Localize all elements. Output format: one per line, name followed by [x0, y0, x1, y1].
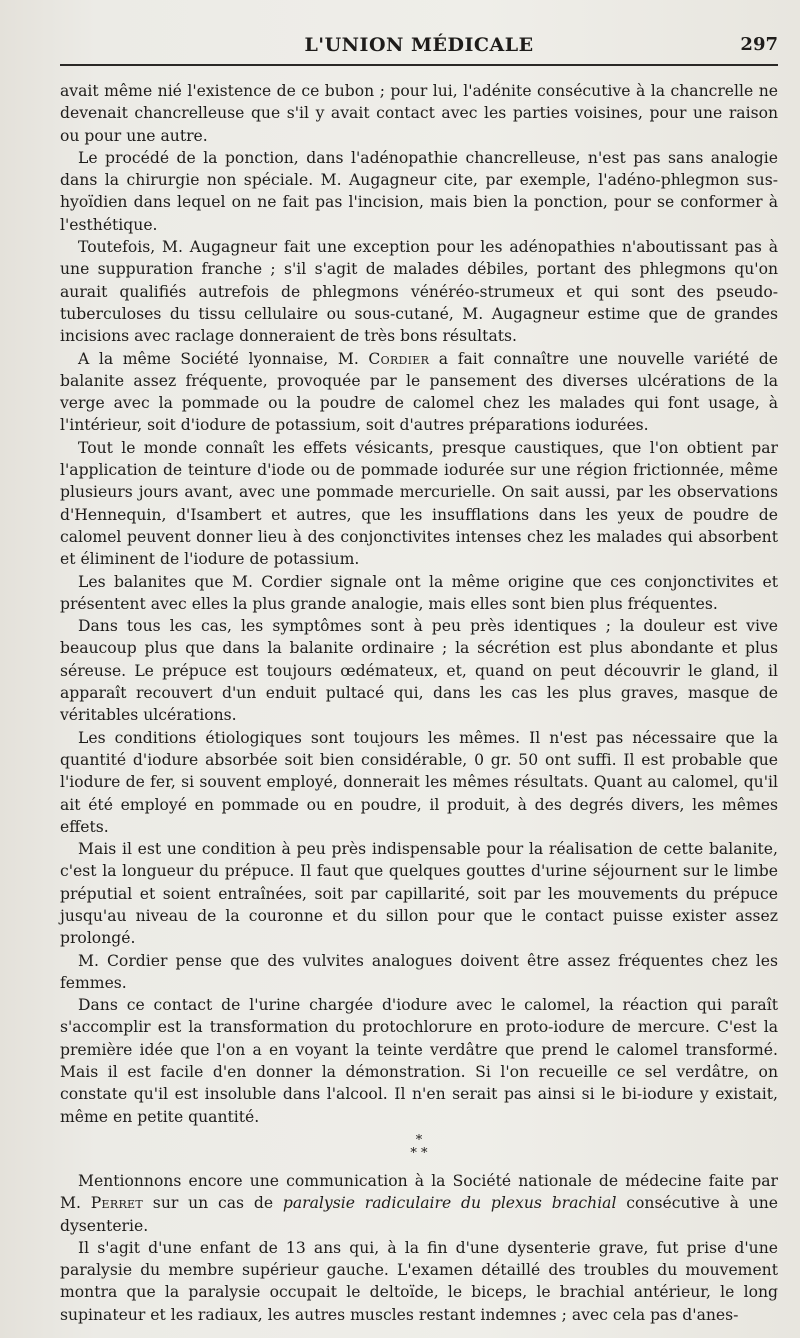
article-body	[60, 80, 778, 1326]
journal-title: L'UNION MÉDICALE	[304, 34, 534, 56]
paragraph-exception: Toutefois, M. Augagneur fait une exception pour les adénopathies n'aboutissant pas à une suppuration franche ; s'il s'agit de malades débiles, portant des phlegmons qu'on aurait qualifiés autrefois de phlegmons vénéréo-strumeux et qui sont des pseudo-tuberculoses du tissu cellulaire ou sous-cutané, M. Augagneur estime que de grandes incisions avec raclage donneraient de très bons résultats.	[60, 238, 778, 346]
separator-top: *	[415, 1132, 423, 1148]
paragraph-symptomes: Dans tous les cas, les symptômes sont à peu près identiques ; la douleur est vive beaucoup plus que dans la balanite ordinaire ; la sécrétion est plus abondante et plus séreuse. Le prépuce est toujours œdémateux, et, quand on peut découvrir le gland, il apparaît recouvert d'un enduit pultacé qui, dans les cas les plus graves, masque de véritables ulcérations.	[60, 617, 778, 725]
cordier-text-before: A la même Société lyonnaise, M.	[78, 349, 369, 368]
author-name-perret: Perret	[90, 1194, 143, 1213]
paragraph-cordier	[60, 348, 778, 437]
paragraph-case: Il s'agit d'une enfant de 13 ans qui, à la fin d'une dysenterie grave, fut prise d'une paralysie du membre supérieur gauche. L'examen détaillé des troubles du mouvement montra que la paralysie occupait le deltoïde, le biceps, le brachial antérieur, le long supinateur et les radiaux, les autres muscles restant indemnes ; avec cela pas d'anes-	[60, 1238, 778, 1324]
separator-bottom: * *	[410, 1145, 428, 1161]
paragraph-balanites: Les balanites que M. Cordier signale ont la même origine que ces conjonctivites et présentent avec elles la plus grande analogie, mais elles sont bien plus fréquentes.	[60, 572, 778, 613]
section-separator	[60, 1134, 778, 1160]
perret-italic-title: paralysie radiculaire du plexus brachial	[282, 1194, 617, 1213]
paragraph-vulvites: M. Cordier pense que des vulvites analogues doivent être assez fréquentes chez les femmes.	[60, 951, 778, 992]
paragraph-effets: Tout le monde connaît les effets vésicants, presque caustiques, que l'on obtient par l'application de teinture d'iode ou de pommade iodurée sur une région frictionnée, même plusieurs jours avant, avec une pommade mercurielle. On sait aussi, par les observations d'Hennequin, d'Isambert et autres, que les insufflations dans les yeux de poudre de calomel peuvent donner lieu à des conjonctivites intenses chez les malades qui absorbent et éliminent de l'iodure de potassium.	[60, 438, 778, 569]
perret-text-before: Mentionnons encore une communication à la Société nationale de médecine faite par M.	[60, 1171, 778, 1213]
paragraph-conditions: Les conditions étiologiques sont toujours les mêmes. Il n'est pas nécessaire que la quantité d'iodure absorbée soit bien considérable, 0 gr. 50 ont suffi. Il est probable que l'iodure de fer, si souvent employé, donnerait les mêmes résultats. Quant au calomel, qu'il ait été employé en pommade ou en poudre, il produit, à des degrés divers, les mêmes effets.	[60, 728, 778, 836]
cordier-text-after: a fait connaître une nouvelle variété de balanite assez fréquente, provoquée par le pansement des diverses ulcérations de la verge avec la pommade ou la poudre de calomel chez les malades qui font usage, à l'intérieur, soit d'iodure de potassium, soit d'autres préparations iodurées.	[60, 349, 778, 435]
perret-text-after: consécutive à une dysenterie.	[60, 1194, 778, 1235]
page-number: 297	[740, 34, 778, 55]
author-name-cordier: Cordier	[368, 349, 430, 368]
paragraph-reaction: Dans ce contact de l'urine chargée d'iodure avec le calomel, la réaction qui paraît s'accomplir est la transformation du protochlorure en proto-iodure de mercure. C'est la première idée que l'on a en voyant la teinte verdâtre que prend le calomel transformé. Mais il est facile d'en donner la démonstration. Si l'on recueille ce sel verdâtre, on constate qu'il est insoluble dans l'alcool. Il n'en serait pas ainsi si le bi-iodure y existait, même en petite quantité.	[60, 996, 778, 1126]
paragraph-ponction: Le procédé de la ponction, dans l'adénopathie chancrelleuse, n'est pas sans analogie dans la chirurgie non spéciale. M. Augagneur cite, par exemple, l'adéno-phlegmon sus-hyoïdien dans lequel on ne fait pas l'incision, mais bien la ponction, pour se conformer à l'esthétique.	[60, 148, 778, 234]
perret-text-mid: sur un cas de	[143, 1194, 283, 1213]
paragraph-continuation: avait même nié l'existence de ce bubon ; pour lui, l'adénite consécutive à la chancrelle ne devenait chancrelleuse que s'il y avait contact avec les parties voisines, pour une raison ou pour une autre.	[60, 82, 778, 145]
running-header	[60, 30, 778, 60]
header-rule	[60, 64, 778, 66]
paragraph-perret	[60, 1170, 778, 1237]
paragraph-prepuce: Mais il est une condition à peu près indispensable pour la réalisation de cette balanite, c'est la longueur du prépuce. Il faut que quelques gouttes d'urine séjournent sur le limbe préputial et soient entraînées, soit par capillarité, soit par les mouvements du prépuce jusqu'au niveau de la couronne et du sillon pour que le contact puisse exister assez prolongé.	[60, 840, 778, 948]
